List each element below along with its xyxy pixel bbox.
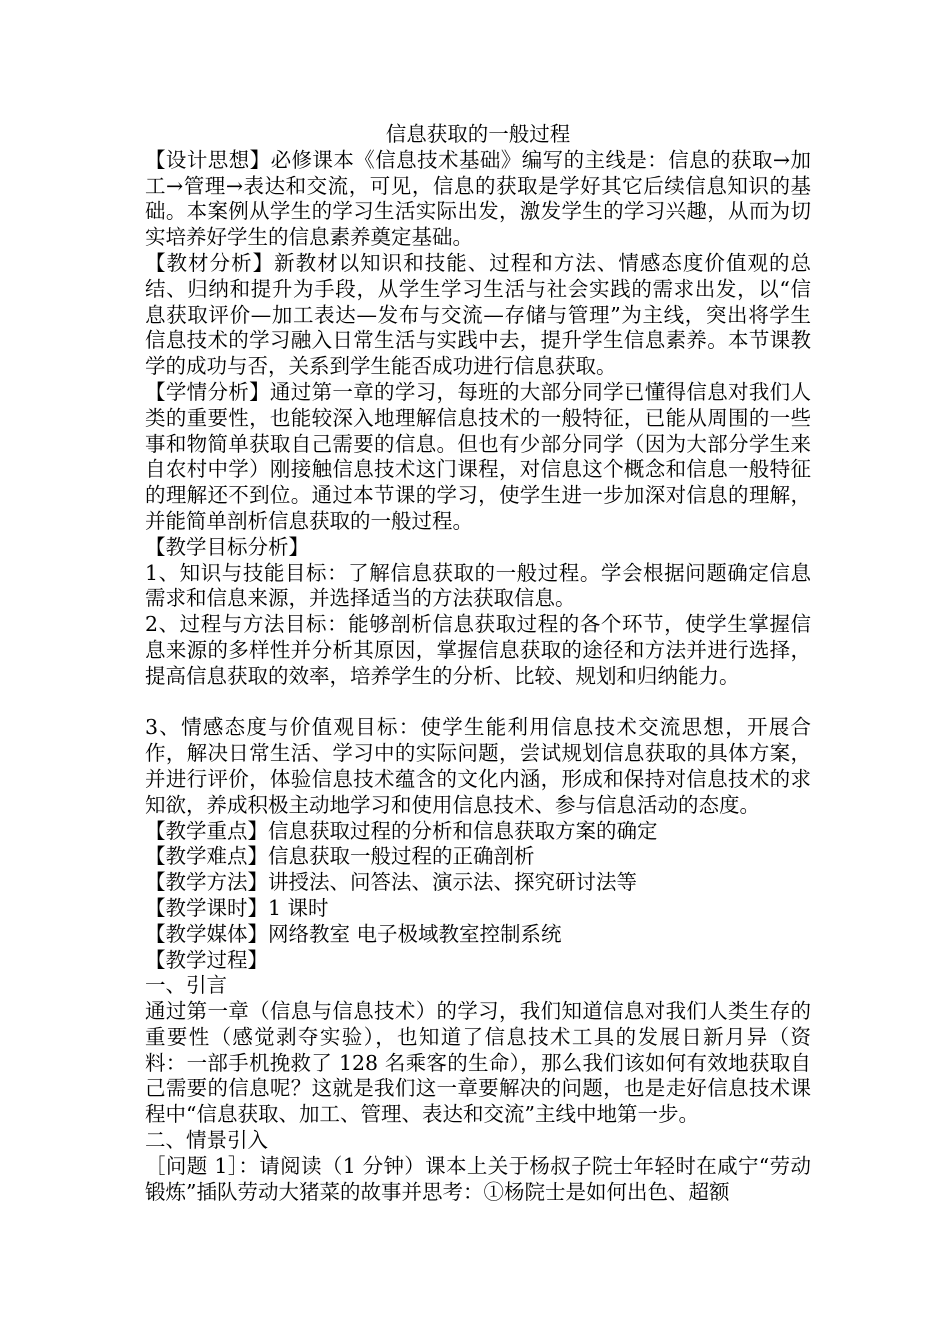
- section-difficulty: 【教学难点】信息获取一般过程的正确剖析: [145, 844, 535, 869]
- question-one-paragraph: ［问题 1］：请阅读（1 分钟）课本上关于杨叔子院士年轻时在咸宁“劳动锻炼”插队劳动大猪菜的故事并思考：①杨院士是如何出色、超额: [145, 1153, 811, 1204]
- part-two-heading: 二、情景引入: [145, 1128, 268, 1153]
- part-one-heading: 一、引言: [145, 973, 227, 998]
- document-title: 信息获取的一般过程: [385, 122, 571, 146]
- section-key-point: 【教学重点】信息获取过程的分析和信息获取方案的确定: [145, 818, 658, 843]
- introduction-paragraph: 通过第一章（信息与信息技术）的学习，我们知道信息对我们人类生存的重要性（感觉剥夺实验），也知道了信息技术工具的发展日新月异（资料：一部手机挽救了 128 名乘客的生命），那么我们该如何有效地获取自己需要的信息呢？这就是我们这一章要解决的问题，也是走好信息技术课程中“信息获取、加工、管理、表达和交流”主线中地第一步。: [145, 999, 811, 1127]
- goal-attitude-values: 3、情感态度与价值观目标：使学生能利用信息技术交流思想，开展合作，解决日常生活、学习中的实际问题，尝试规划信息获取的具体方案，并进行评价，体验信息技术蕴含的文化内涵，形成和保持对信息技术的求知欲，养成积极主动地学习和使用信息技术、参与信息活动的态度。: [145, 715, 811, 817]
- section-class-hours: 【教学课时】1 课时: [145, 895, 329, 920]
- goal-knowledge-skills: 1、知识与技能目标：了解信息获取的一般过程。学会根据问题确定信息需求和信息来源，并选择适当的方法获取信息。: [145, 560, 811, 611]
- section-textbook-analysis: 【教材分析】新教材以知识和技能、过程和方法、情感态度价值观的总结、归纳和提升为手段，从学生学习生活与社会实践的需求出发，以“信息获取评价—加工表达—发布与交流—存储与管理”为主线，突出将学生信息技术的学习融入日常生活与实践中去，提升学生信息素养。本节课教学的成功与否，关系到学生能否成功进行信息获取。: [145, 250, 811, 379]
- section-teaching-media: 【教学媒体】网络教室 电子极域教室控制系统: [145, 921, 562, 946]
- section-teaching-process: 【教学过程】: [145, 947, 268, 972]
- section-student-analysis: 【学情分析】通过第一章的学习，每班的大部分同学已懂得信息对我们人类的重要性，也能较深入地理解信息技术的一般特征，已能从周围的一些事和物简单获取自己需要的信息。但也有少部分同学（因为大部分学生来自农村中学）刚接触信息技术这门课程，对信息这个概念和信息一般特征的理解还不到位。通过本节课的学习，使学生进一步加深对信息的理解，并能简单剖析信息获取的一般过程。: [145, 379, 811, 533]
- blank-line: [145, 690, 811, 716]
- document-body: [145, 122, 811, 1205]
- section-design-idea: 【设计思想】必修课本《信息技术基础》编写的主线是：信息的获取→加工→管理→表达和交流，可见，信息的获取是学好其它后续信息知识的基础。本案例从学生的学习生活实际出发，激发学生的学习兴趣，从而为切实培养好学生的信息素养奠定基础。: [145, 147, 811, 250]
- section-goal-heading: 【教学目标分析】: [145, 534, 309, 559]
- goal-process-method: 2、过程与方法目标：能够剖析信息获取过程的各个环节，使学生掌握信息来源的多样性并分析其原因，掌握信息获取的途径和方法并进行选择，提高信息获取的效率，培养学生的分析、比较、规划和归纳能力。: [145, 612, 811, 688]
- section-teaching-method: 【教学方法】讲授法、问答法、演示法、探究研讨法等: [145, 870, 637, 895]
